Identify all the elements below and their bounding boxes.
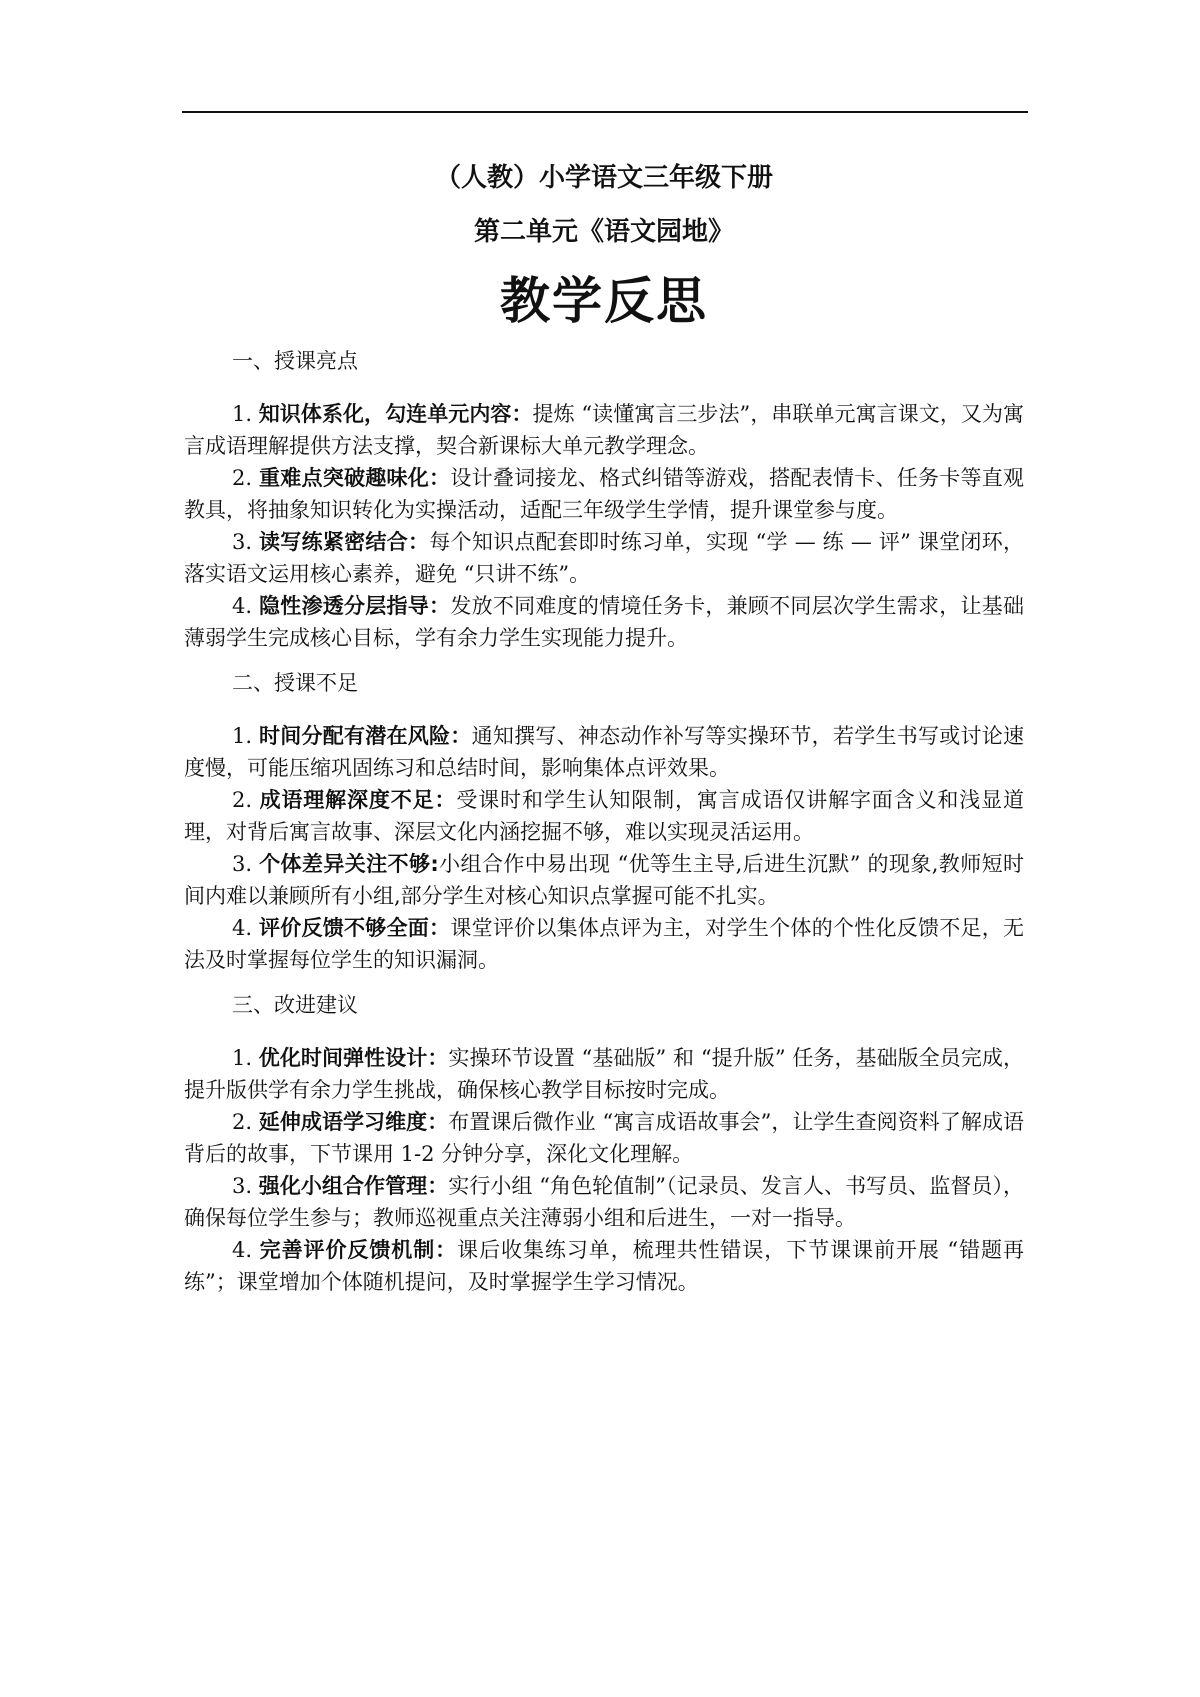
document-title: 教学反思 — [500, 272, 708, 330]
item-lead: 知识体系化，勾连单元内容： — [258, 402, 533, 426]
item-number: 2. — [232, 466, 259, 490]
item-number: 3. — [232, 530, 259, 554]
highlight-item — [184, 590, 1024, 654]
item-number: 1. — [232, 402, 259, 426]
section-heading-suggestions: 三、改进建议 — [232, 993, 358, 1017]
item-text: 小组合作中易出现 “优等生主导,后进生沉默” 的现象,教师短时间内难以兼顾所有小组,部分学生对核心知识点掌握可能不扎实。 — [184, 852, 1024, 908]
course-title: （人教）小学语文三年级下册 — [434, 163, 773, 193]
highlight-item — [184, 462, 1024, 526]
document-body — [184, 150, 1024, 1298]
item-lead: 个体差异关注不够: — [259, 852, 439, 876]
item-lead: 评价反馈不够全面： — [258, 916, 451, 940]
item-text: 实行小组 “角色轮值制”（记录员、发言人、书写员、监督员），确保每位学生参与；教师巡视重点关注薄弱小组和后进生，一对一指导。 — [184, 1174, 1025, 1230]
suggestion-item — [184, 1106, 1024, 1170]
highlight-item — [184, 398, 1024, 462]
shortcoming-item — [184, 720, 1024, 784]
item-number: 1. — [232, 724, 259, 748]
shortcoming-item — [184, 912, 1024, 976]
item-text: 布置课后微作业 “寓言成语故事会”，让学生查阅资料了解成语背后的故事，下节课用 1-2 分钟分享，深化文化理解。 — [184, 1110, 1025, 1166]
item-text: 设计叠词接龙、格式纠错等游戏，搭配表情卡、任务卡等直观教具，将抽象知识转化为实操活动，适配三年级学生学情，提升课堂参与度。 — [184, 466, 1025, 522]
item-number: 2. — [232, 1110, 259, 1134]
item-text: 提炼 “读懂寓言三步法”，串联单元寓言课文，又为寓言成语理解提供方法支撑，契合新课标大单元教学理念。 — [184, 402, 1025, 458]
unit-title: 第二单元《语文园地》 — [473, 217, 734, 247]
item-text: 每个知识点配套即时练习单，实现 “学 — 练 — 评” 课堂闭环，落实语文运用核心素养，避免 “只讲不练”。 — [184, 530, 1024, 586]
item-number: 4. — [232, 916, 259, 940]
suggestion-item — [184, 1042, 1024, 1106]
item-lead: 成语理解深度不足： — [259, 788, 457, 812]
item-number: 4. — [232, 594, 259, 618]
shortcoming-item — [184, 784, 1024, 848]
item-lead: 重难点突破趣味化： — [258, 466, 451, 490]
suggestion-item — [184, 1234, 1024, 1298]
highlight-item — [184, 526, 1024, 590]
section-heading-highlights: 一、授课亮点 — [232, 349, 358, 373]
item-lead: 读写练紧密结合： — [259, 530, 430, 554]
item-text: 发放不同难度的情境任务卡，兼顾不同层次学生需求，让基础薄弱学生完成核心目标，学有余力学生实现能力提升。 — [184, 594, 1025, 650]
item-lead: 隐性渗透分层指导： — [258, 594, 451, 618]
header-rule — [182, 111, 1028, 113]
suggestion-item — [184, 1170, 1024, 1234]
item-text: 通知撰写、神态动作补写等实操环节，若学生书写或讨论速度慢，可能压缩巩固练习和总结时间，影响集体点评效果。 — [184, 724, 1025, 780]
item-number: 3. — [232, 1174, 259, 1198]
item-text: 课堂评价以集体点评为主，对学生个体的个性化反馈不足，无法及时掌握每位学生的知识漏洞。 — [184, 916, 1025, 972]
item-lead: 强化小组合作管理： — [258, 1174, 449, 1198]
item-lead: 优化时间弹性设计： — [258, 1046, 449, 1070]
item-text: 实操环节设置 “基础版” 和 “提升版” 任务，基础版全员完成，提升版供学有余力学生挑战，确保核心教学目标按时完成。 — [184, 1046, 1024, 1102]
item-lead: 完善评价反馈机制： — [259, 1238, 458, 1262]
item-number: 4. — [232, 1238, 260, 1262]
item-number: 2. — [232, 788, 260, 812]
item-number: 1. — [232, 1046, 259, 1070]
item-text: 受课时和学生认知限制，寓言成语仅讲解字面含义和浅显道理，对背后寓言故事、深层文化内涵挖掘不够，难以实现灵活运用。 — [184, 788, 1025, 844]
item-text: 课后收集练习单，梳理共性错误，下节课课前开展 “错题再练”；课堂增加个体随机提问，及时掌握学生学习情况。 — [184, 1238, 1024, 1294]
item-lead: 延伸成语学习维度： — [258, 1110, 449, 1134]
section-heading-shortcomings: 二、授课不足 — [232, 671, 358, 695]
shortcoming-item — [184, 848, 1024, 912]
item-number: 3. — [232, 852, 260, 876]
item-lead: 时间分配有潜在风险： — [258, 724, 472, 748]
